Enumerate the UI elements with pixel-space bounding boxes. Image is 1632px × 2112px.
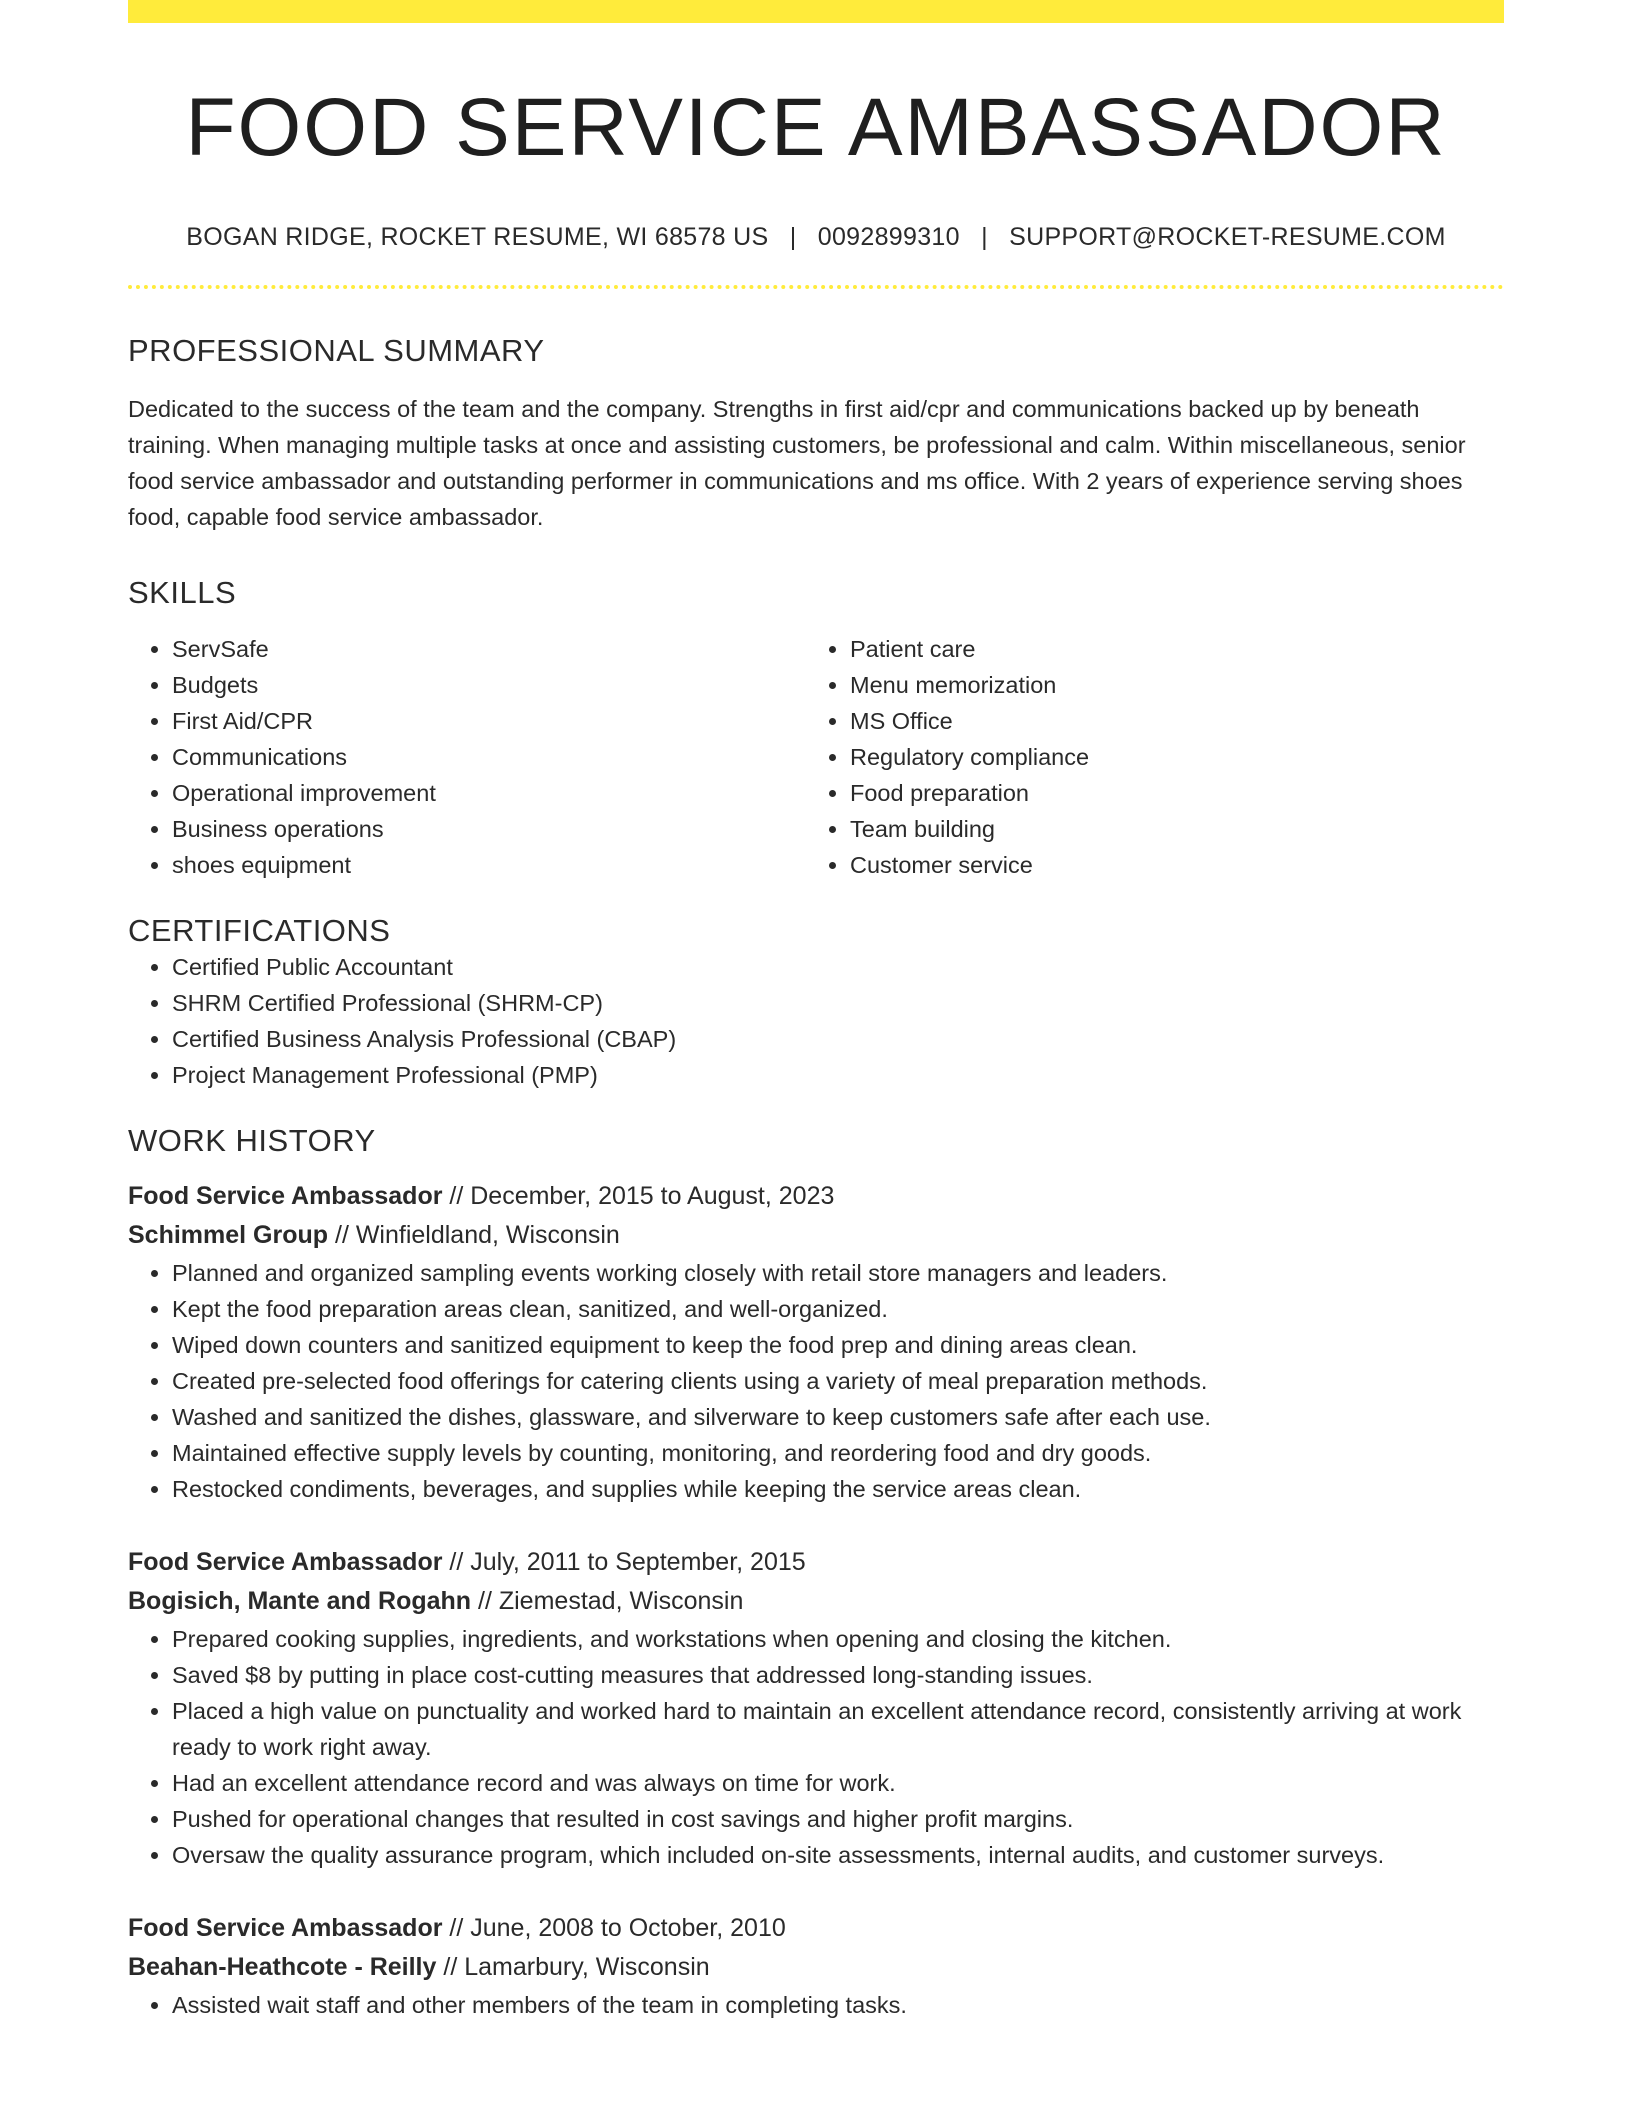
job-company: Schimmel Group [128, 1221, 329, 1250]
contact-line [128, 223, 1504, 252]
job-role: Food Service Ambassador [128, 1914, 443, 1943]
skills-column-left [128, 631, 806, 883]
job-entry [128, 1909, 1504, 2023]
certifications-list [128, 949, 1504, 1093]
certifications-heading: CERTIFICATIONS [128, 913, 391, 949]
job-company-line [128, 1582, 1504, 1621]
skills-grid [128, 631, 1504, 883]
job-company-line [128, 1948, 1504, 1987]
job-bullet: • Planned and organized sampling events working closely with retail store managers and leaders. [172, 1255, 1504, 1291]
job-dates: // December, 2015 to August, 2023 [442, 1182, 835, 1211]
job-location: // Lamarbury, Wisconsin [436, 1953, 710, 1982]
job-bullet: • Had an excellent attendance record and was always on time for work. [172, 1765, 1504, 1801]
job-role-line [128, 1909, 1504, 1948]
accent-top-bar [128, 0, 1504, 23]
skills-column-right [806, 631, 1484, 883]
skill-item: • First Aid/CPR [172, 703, 806, 739]
skill-item: • Operational improvement [172, 775, 806, 811]
summary-text: Dedicated to the success of the team and the company. Strengths in first aid/cpr and communications backed up by beneath training. When managing multiple tasks at once and assisting customers, be professional and calm. Within miscellaneous, senior food service ambassador and outstanding performer in communications and ms office. With 2 years of experience serving shoes food, capable food service ambassador. [128, 396, 1466, 531]
skill-item: • Patient care [850, 631, 1484, 667]
job-location: // Winfieldland, Wisconsin [328, 1221, 620, 1250]
job-bullet: • Oversaw the quality assurance program, which included on-site assessments, internal audits, and customer surveys. [172, 1837, 1504, 1873]
job-entry [128, 1543, 1504, 1873]
certification-item: • Certified Public Accountant [172, 949, 1504, 985]
job-bullet: • Placed a high value on punctuality and worked hard to maintain an excellent attendance record, consistently arriving at work ready to work right away. [172, 1693, 1504, 1765]
job-location: // Ziemestad, Wisconsin [471, 1587, 744, 1616]
skill-item: • MS Office [850, 703, 1484, 739]
job-company-line [128, 1216, 1504, 1255]
job-bullet-list [128, 1255, 1504, 1507]
job-company: Beahan-Heathcote - Reilly [128, 1953, 437, 1982]
job-bullet: • Created pre-selected food offerings for catering clients using a variety of meal preparation methods. [172, 1363, 1504, 1399]
job-role-line [128, 1543, 1504, 1582]
job-bullet-list [128, 1987, 1504, 2023]
skill-item: • shoes equipment [172, 847, 806, 883]
skill-item: • Team building [850, 811, 1484, 847]
job-bullet: • Prepared cooking supplies, ingredients, and workstations when opening and closing the kitchen. [172, 1621, 1504, 1657]
job-role: Food Service Ambassador [128, 1182, 443, 1211]
skill-item: • Business operations [172, 811, 806, 847]
skill-item: • Communications [172, 739, 806, 775]
contact-email: SUPPORT@ROCKET-RESUME.COM [1009, 223, 1446, 252]
contact-phone: 0092899310 [817, 223, 960, 252]
contact-separator: | [789, 223, 797, 252]
certification-item: • Certified Business Analysis Professional (CBAP) [172, 1021, 1504, 1057]
job-company: Bogisich, Mante and Rogahn [128, 1587, 472, 1616]
dotted-divider [128, 285, 1504, 289]
summary-heading: PROFESSIONAL SUMMARY [128, 333, 545, 369]
skill-item: • Budgets [172, 667, 806, 703]
resume-page [128, 0, 1504, 2023]
job-dates: // July, 2011 to September, 2015 [442, 1548, 806, 1577]
contact-address: BOGAN RIDGE, ROCKET RESUME, WI 68578 US [186, 223, 769, 252]
skill-item: • Customer service [850, 847, 1484, 883]
job-bullet: • Restocked condiments, beverages, and supplies while keeping the service areas clean. [172, 1471, 1504, 1507]
skills-list-left [128, 631, 806, 883]
certification-item: • SHRM Certified Professional (SHRM-CP) [172, 985, 1504, 1021]
job-dates: // June, 2008 to October, 2010 [442, 1914, 786, 1943]
resume-title: FOOD SERVICE AMBASSADOR [185, 82, 1447, 173]
job-role: Food Service Ambassador [128, 1548, 443, 1577]
job-bullet: • Washed and sanitized the dishes, glassware, and silverware to keep customers safe after each use. [172, 1399, 1504, 1435]
job-bullet-list [128, 1621, 1504, 1873]
job-bullet: • Assisted wait staff and other members of the team in completing tasks. [172, 1987, 1504, 2023]
skills-list-right [806, 631, 1484, 883]
job-role-line [128, 1177, 1504, 1216]
skill-item: • Food preparation [850, 775, 1484, 811]
job-entry [128, 1177, 1504, 1507]
job-bullet: • Maintained effective supply levels by counting, monitoring, and reordering food and dry goods. [172, 1435, 1504, 1471]
skill-item: • Menu memorization [850, 667, 1484, 703]
skill-item: • Regulatory compliance [850, 739, 1484, 775]
job-bullet: • Kept the food preparation areas clean, sanitized, and well-organized. [172, 1291, 1504, 1327]
skill-item: • ServSafe [172, 631, 806, 667]
certification-item: • Project Management Professional (PMP) [172, 1057, 1504, 1093]
job-bullet: • Pushed for operational changes that resulted in cost savings and higher profit margins. [172, 1801, 1504, 1837]
skills-heading: SKILLS [128, 575, 237, 611]
job-bullet: • Saved $8 by putting in place cost-cutting measures that addressed long-standing issues. [172, 1657, 1504, 1693]
work-history-heading: WORK HISTORY [128, 1123, 376, 1159]
job-bullet: • Wiped down counters and sanitized equipment to keep the food prep and dining areas clean. [172, 1327, 1504, 1363]
contact-separator: | [981, 223, 988, 252]
